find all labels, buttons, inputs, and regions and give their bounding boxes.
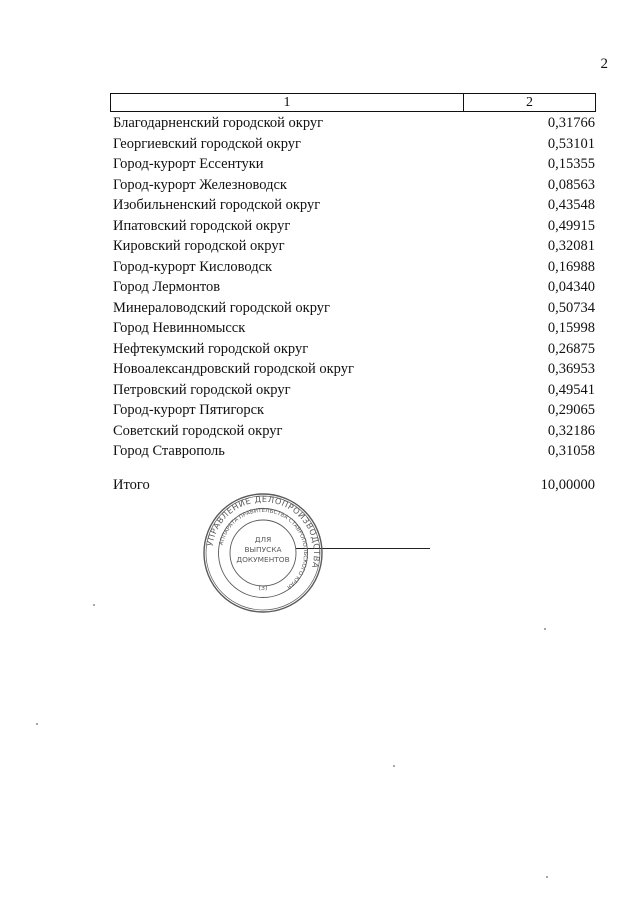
page-number: 2 (600, 56, 608, 72)
district-name: Советский городской округ (113, 422, 283, 439)
district-name: Минераловодский городской округ (113, 299, 330, 316)
total-row (113, 475, 595, 495)
district-name: Город Невинномысск (113, 320, 246, 337)
list-item (113, 236, 595, 257)
coefficient-value: 0,32186 (547, 422, 595, 439)
list-item (113, 441, 595, 462)
coefficient-value: 0,49915 (547, 217, 595, 234)
district-name: Ипатовский городской округ (113, 217, 291, 234)
district-name: Город-курорт Кисловодск (113, 258, 273, 275)
list-item (113, 277, 595, 298)
seal-outer-text: УПРАВЛЕНИЕ ДЕЛОПРОИЗВОДСТВА (204, 493, 323, 570)
coefficient-value: 0,32081 (547, 238, 595, 255)
column-header-1: 1 (111, 94, 464, 111)
seal-center-line-2: ВЫПУСКА (244, 545, 282, 554)
table-header (110, 93, 596, 112)
list-item (113, 257, 595, 278)
coefficient-value: 0,36953 (547, 361, 595, 378)
scan-speck (393, 765, 395, 767)
coefficient-value: 0,53101 (547, 135, 595, 152)
coefficient-value: 0,29065 (547, 402, 595, 419)
coefficient-value: 0,08563 (547, 176, 595, 193)
coefficient-value: 0,49541 (547, 381, 595, 398)
coefficient-value: 0,31058 (547, 443, 595, 460)
total-label: Итого (113, 477, 150, 493)
seal-inner-text: АППАРАТА ПРАВИТЕЛЬСТВА СТАВРОПОЛЬСКОГО КРАЯ (218, 507, 309, 590)
list-item (113, 195, 595, 216)
list-item (113, 421, 595, 442)
scan-speck (36, 723, 38, 725)
district-name: Нефтекумский городской округ (113, 340, 309, 357)
district-name: Город-курорт Железноводск (113, 176, 287, 193)
coefficient-value: 0,31766 (547, 115, 595, 132)
seal-number: (3) (258, 584, 268, 592)
official-seal (202, 492, 324, 614)
district-name: Город Лермонтов (113, 279, 221, 296)
total-value: 10,00000 (540, 477, 595, 493)
list-item (113, 134, 595, 155)
coefficient-value: 0,15998 (547, 320, 595, 337)
district-name: Город-курорт Пятигорск (113, 402, 265, 419)
district-name: Кировский городской округ (113, 238, 285, 255)
district-name: Изобильненский городской округ (113, 197, 321, 214)
scan-speck (546, 876, 548, 878)
district-name: Город Ставрополь (113, 443, 225, 460)
coefficient-list (113, 113, 595, 462)
column-header-2: 2 (526, 95, 533, 110)
district-name: Новоалександровский городской округ (113, 361, 354, 378)
seal-center-line-3: ДОКУМЕНТОВ (236, 555, 290, 564)
district-name: Город-курорт Ессентуки (113, 156, 264, 173)
list-item (113, 154, 595, 175)
district-name: Петровский городской округ (113, 381, 291, 398)
list-item (113, 175, 595, 196)
seal-graphic (202, 492, 324, 614)
district-name: Георгиевский городской округ (113, 135, 301, 152)
scan-speck (93, 604, 95, 606)
coefficient-value: 0,16988 (547, 258, 595, 275)
list-item (113, 339, 595, 360)
scan-speck (544, 628, 546, 630)
seal-center-line-1: ДЛЯ (254, 535, 272, 544)
list-item (113, 400, 595, 421)
list-item (113, 359, 595, 380)
list-item (113, 216, 595, 237)
list-item (113, 298, 595, 319)
coefficient-value: 0,26875 (547, 340, 595, 357)
list-item (113, 318, 595, 339)
coefficient-value: 0,50734 (547, 299, 595, 316)
list-item (113, 380, 595, 401)
list-item (113, 113, 595, 134)
district-name: Благодарненский городской округ (113, 115, 324, 132)
coefficient-value: 0,43548 (547, 197, 595, 214)
coefficient-value: 0,15355 (547, 156, 595, 173)
coefficient-value: 0,04340 (547, 279, 595, 296)
